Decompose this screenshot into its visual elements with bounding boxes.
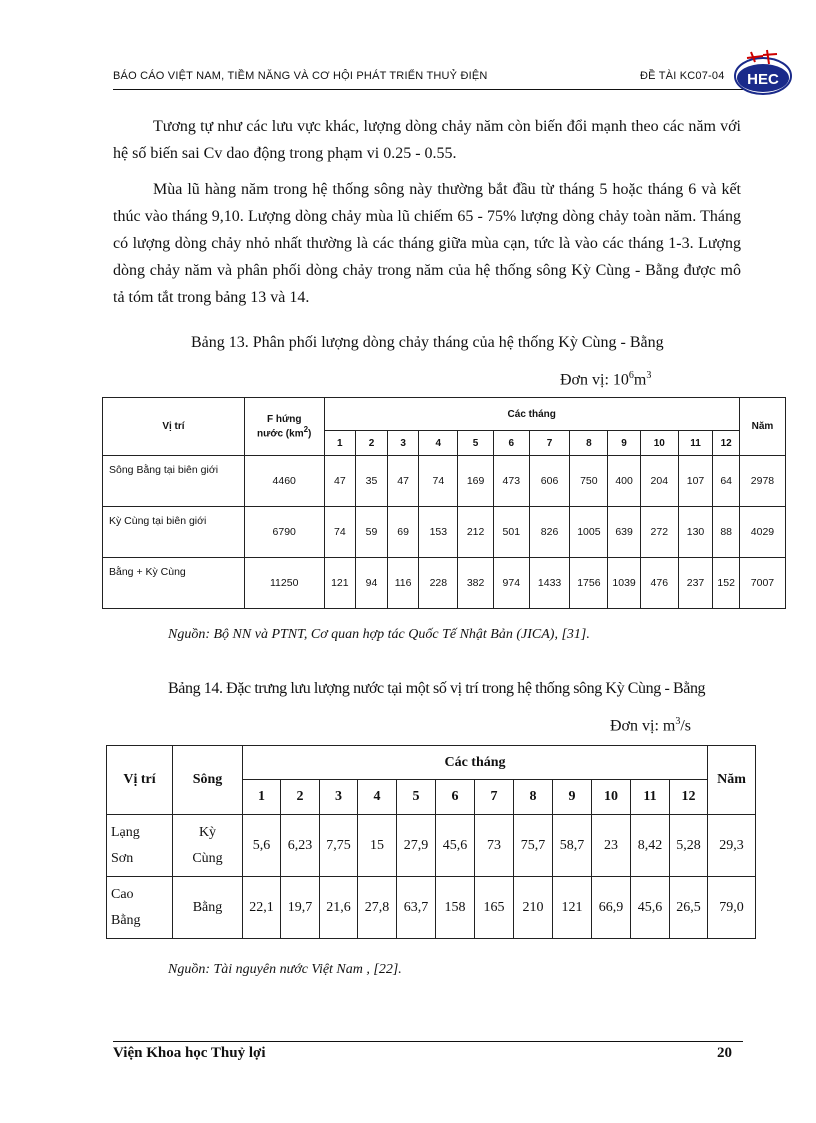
page-number: 20 xyxy=(717,1045,732,1061)
table14-unit: Đơn vị: $m^3/s$ xyxy=(610,716,692,735)
t13-value: 152 xyxy=(713,558,740,609)
t13-value: 35 xyxy=(356,456,388,507)
logo-text: HEC xyxy=(747,71,779,88)
t14-month: 1 xyxy=(243,780,281,815)
paragraph-flood-season: Mùa lũ hàng năm trong hệ thống sông này thường bắt đầu từ tháng 5 hoặc tháng 6 và kết thúc vào tháng 9,10. Lượng dòng chảy mùa lũ chiếm 65 - 75% lượng dòng chảy toàn năm. Tháng có lượng dòng chảy nhỏ nhất thường là các tháng giữa mùa cạn, tức là vào các tháng 1-3. Lượng dòng chảy năm và phân phối dòng chảy trong năm của hệ thống sông Kỳ Cùng - Bằng được mô tả tóm tắt trong bảng 13 và 14. xyxy=(113,181,741,306)
table-row xyxy=(103,558,786,609)
t14-month: 4 xyxy=(358,780,397,815)
t14-value: 19,7 xyxy=(281,877,320,939)
t14-position: Cao Bằng xyxy=(107,877,173,939)
t13-value: 1756 xyxy=(570,558,608,609)
t14-value: 58,7 xyxy=(553,815,592,877)
t14-position: Lạng Sơn xyxy=(107,815,173,877)
t13-month: 10 xyxy=(640,431,678,456)
t14-value: 45,6 xyxy=(631,877,670,939)
t13-value: 606 xyxy=(529,456,570,507)
t13-value: 169 xyxy=(458,456,494,507)
t14-month: 5 xyxy=(397,780,436,815)
t14-month: 6 xyxy=(436,780,475,815)
t13-header-area: F hứng nước $(km^2)$ xyxy=(244,398,324,456)
t13-position: Bằng + Kỳ Cùng xyxy=(103,558,245,609)
t13-value: 69 xyxy=(387,507,419,558)
t13-position: Sông Bằng tại biên giới xyxy=(103,456,245,507)
t13-value: 1433 xyxy=(529,558,570,609)
t14-month: 12 xyxy=(670,780,708,815)
header-project-code: ĐỀ TÀI KC07-04 xyxy=(640,70,725,82)
t14-month: 7 xyxy=(475,780,514,815)
t13-value: 204 xyxy=(640,456,678,507)
t14-value: 27,9 xyxy=(397,815,436,877)
t14-header-position: Vị trí xyxy=(107,746,173,815)
t13-value: 121 xyxy=(324,558,356,609)
t14-value: 45,6 xyxy=(436,815,475,877)
t13-position: Kỳ Cùng tại biên giới xyxy=(103,507,245,558)
t13-value: 228 xyxy=(419,558,458,609)
t14-month: 10 xyxy=(592,780,631,815)
t13-month: 6 xyxy=(493,431,529,456)
t13-value: 501 xyxy=(493,507,529,558)
t13-area: 4460 xyxy=(244,456,324,507)
t14-month: 8 xyxy=(514,780,553,815)
table14 xyxy=(106,745,756,939)
t14-value: 5,6 xyxy=(243,815,281,877)
t13-month: 2 xyxy=(356,431,388,456)
t13-value: 88 xyxy=(713,507,740,558)
table13-caption: Bảng 13. Phân phối lượng dòng chảy tháng của hệ thống Kỳ Cùng - Bằng xyxy=(191,334,664,351)
t13-value: 750 xyxy=(570,456,608,507)
t13-value: 47 xyxy=(324,456,356,507)
t13-area: 6790 xyxy=(244,507,324,558)
footer-institute: Viện Khoa học Thuỷ lợi xyxy=(113,1045,266,1061)
t13-month: 1 xyxy=(324,431,356,456)
t13-month: 12 xyxy=(713,431,740,456)
t14-month: 2 xyxy=(281,780,320,815)
t13-value: 476 xyxy=(640,558,678,609)
t13-value: 272 xyxy=(640,507,678,558)
t14-header-year: Năm xyxy=(708,746,756,815)
t14-header-months: Các tháng xyxy=(243,746,708,780)
t14-year: 29,3 xyxy=(708,815,756,877)
t14-value: 8,42 xyxy=(631,815,670,877)
t14-value: 7,75 xyxy=(320,815,358,877)
t13-month: 7 xyxy=(529,431,570,456)
t14-header-river: Sông xyxy=(173,746,243,815)
t13-value: 639 xyxy=(608,507,641,558)
t14-month: 9 xyxy=(553,780,592,815)
t13-value: 473 xyxy=(493,456,529,507)
t13-value: 153 xyxy=(419,507,458,558)
table13 xyxy=(102,397,786,609)
t13-year: 4029 xyxy=(739,507,785,558)
t13-month: 8 xyxy=(570,431,608,456)
footer-rule xyxy=(113,1041,743,1042)
t13-month: 11 xyxy=(678,431,713,456)
hec-logo-icon xyxy=(733,46,795,102)
table-row xyxy=(107,815,756,877)
t14-value: 75,7 xyxy=(514,815,553,877)
t13-value: 74 xyxy=(324,507,356,558)
t14-year: 79,0 xyxy=(708,877,756,939)
t14-value: 27,8 xyxy=(358,877,397,939)
t14-value: 66,9 xyxy=(592,877,631,939)
t13-value: 1039 xyxy=(608,558,641,609)
table13-source: Nguồn: Bộ NN và PTNT, Cơ quan hợp tác Quốc Tế Nhật Bản (JICA), [31]. xyxy=(168,627,590,642)
table14-caption: Bảng 14. Đặc trưng lưu lượng nước tại một số vị trí trong hệ thống sông Kỳ Cùng - Bằng xyxy=(168,680,706,697)
t13-header-months: Các tháng xyxy=(324,398,739,431)
t14-month: 11 xyxy=(631,780,670,815)
t13-month: 9 xyxy=(608,431,641,456)
t13-value: 94 xyxy=(356,558,388,609)
t14-value: 158 xyxy=(436,877,475,939)
t13-value: 212 xyxy=(458,507,494,558)
t14-value: 23 xyxy=(592,815,631,877)
t14-value: 15 xyxy=(358,815,397,877)
table-row xyxy=(103,507,786,558)
t13-value: 237 xyxy=(678,558,713,609)
header-title: BÁO CÁO VIỆT NAM, TIỀM NĂNG VÀ CƠ HỘI PHÁT TRIỂN THUỶ ĐIỆN xyxy=(113,70,488,82)
t14-value: 26,5 xyxy=(670,877,708,939)
t13-value: 382 xyxy=(458,558,494,609)
t13-area: 11250 xyxy=(244,558,324,609)
t13-year: 7007 xyxy=(739,558,785,609)
table-row xyxy=(107,877,756,939)
t13-header-year: Năm xyxy=(739,398,785,456)
t14-value: 73 xyxy=(475,815,514,877)
t13-value: 107 xyxy=(678,456,713,507)
t14-value: 121 xyxy=(553,877,592,939)
t14-value: 22,1 xyxy=(243,877,281,939)
t13-value: 64 xyxy=(713,456,740,507)
t13-month: 5 xyxy=(458,431,494,456)
t13-value: 47 xyxy=(387,456,419,507)
t13-month: 4 xyxy=(419,431,458,456)
t14-value: 165 xyxy=(475,877,514,939)
t14-value: 63,7 xyxy=(397,877,436,939)
t13-value: 130 xyxy=(678,507,713,558)
t13-header-position: Vị trí xyxy=(103,398,245,456)
t13-value: 826 xyxy=(529,507,570,558)
t13-value: 1005 xyxy=(570,507,608,558)
t14-value: 5,28 xyxy=(670,815,708,877)
t13-year: 2978 xyxy=(739,456,785,507)
t14-month: 3 xyxy=(320,780,358,815)
paragraph-cv: Tương tự như các lưu vực khác, lượng dòng chảy năm còn biến đổi mạnh theo các năm với hệ số biến sai Cv dao động trong phạm vi 0.25 - 0.55. xyxy=(113,118,741,162)
t14-value: 21,6 xyxy=(320,877,358,939)
t13-month: 3 xyxy=(387,431,419,456)
t13-value: 59 xyxy=(356,507,388,558)
t13-value: 116 xyxy=(387,558,419,609)
t13-value: 974 xyxy=(493,558,529,609)
table13-unit: Đơn vị: $10^6m^3$ xyxy=(560,370,652,389)
header-rule xyxy=(113,89,743,90)
t13-value: 400 xyxy=(608,456,641,507)
t13-value: 74 xyxy=(419,456,458,507)
t14-river: Bằng xyxy=(173,877,243,939)
t14-value: 210 xyxy=(514,877,553,939)
table-row xyxy=(103,456,786,507)
t14-value: 6,23 xyxy=(281,815,320,877)
table14-source: Nguồn: Tài nguyên nước Việt Nam , [22]. xyxy=(168,962,402,977)
t14-river: Kỳ Cùng xyxy=(173,815,243,877)
